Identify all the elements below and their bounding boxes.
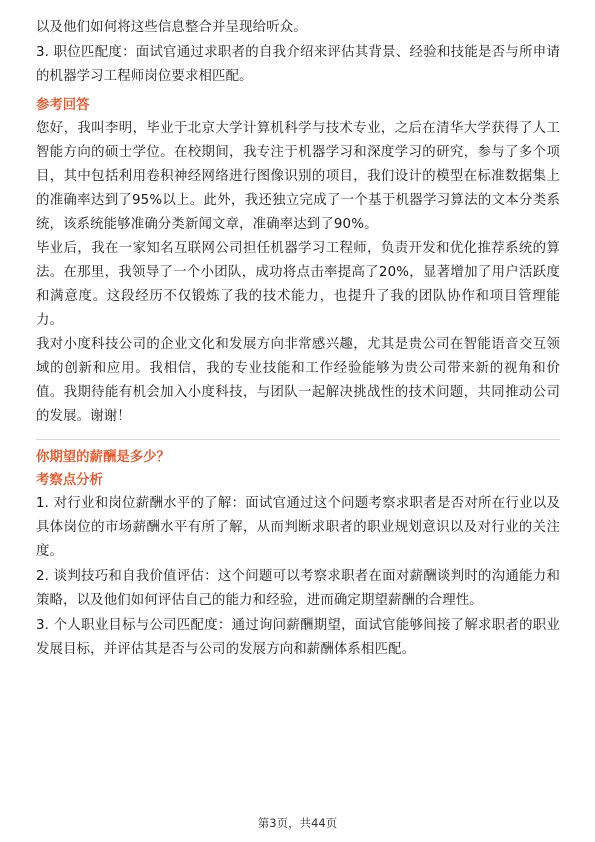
analysis-point-1: 1. 对行业和岗位薪酬水平的了解：面试官通过这个问题考察求职者是否对所在行业以及具体岗位的市场薪酬水平有所了解，从而判断求职者的职业规划意识以及对行业的关注度。 [36, 496, 560, 559]
analysis-heading: 考察点分析 [36, 473, 103, 488]
answer-paragraph-1: 您好，我叫李明，毕业于北京大学计算机科学与技术专业，之后在清华大学获得了人工智能方向的硕士学位。在校期间，我专注于机器学习和深度学习的研究，参与了多个项目，其中包括利用卷积神经网络进行图像识别的项目，我们设计的模型在标准数据集上的准确率达到了95%以上。此外，我还独立完成了一个基于机器学习算法的文本分类系统，该系统能够准确分类新闻文章，准确率达到了90%。 [36, 121, 560, 232]
section-divider [36, 439, 560, 440]
analysis-point-3: 3. 职位匹配度：面试官通过求职者的自我介绍来评估其背景、经验和技能是否与所申请的机器学习工程师岗位要求相匹配。 [36, 45, 560, 84]
answer-paragraph-3: 我对小度科技公司的企业文化和发展方向非常感兴趣，尤其是贵公司在智能语音交互领域的创新和应用。我相信，我的专业技能和工作经验能够为贵公司带来新的视角和价值。我期待能有机会加入小度科技，与团队一起解决挑战性的技术问题，共同推动公司的发展。谢谢！ [36, 337, 560, 424]
analysis-point-3b: 3. 个人职业目标与公司匹配度：通过询问薪酬期望，面试官能够间接了解求职者的职业发展目标，并评估其是否与公司的发展方向和薪酬体系相匹配。 [36, 618, 560, 657]
page-footer: 第3页，共44页 [257, 816, 338, 830]
question-title: 你期望的薪酬是多少？ [36, 450, 170, 465]
analysis-point-2: 2. 谈判技巧和自我价值评估：这个问题可以考察求职者在面对薪酬谈判时的沟通能力和策略，以及他们如何评估自己的能力和经验，进而确定期望薪酬的合理性。 [36, 569, 560, 608]
previous-point-tail: 以及他们如何将这些信息整合并呈现给听众。 [36, 20, 307, 35]
document-page [36, 16, 560, 662]
reference-answer-heading: 参考回答 [36, 98, 90, 113]
answer-paragraph-2: 毕业后，我在一家知名互联网公司担任机器学习工程师，负责开发和优化推荐系统的算法。在那里，我领导了一个小团队，成功将点击率提高了20%，显著增加了用户活跃度和满意度。这段经历不仅锻炼了我的技术能力，也提升了我的团队协作和项目管理能力。 [36, 241, 560, 328]
